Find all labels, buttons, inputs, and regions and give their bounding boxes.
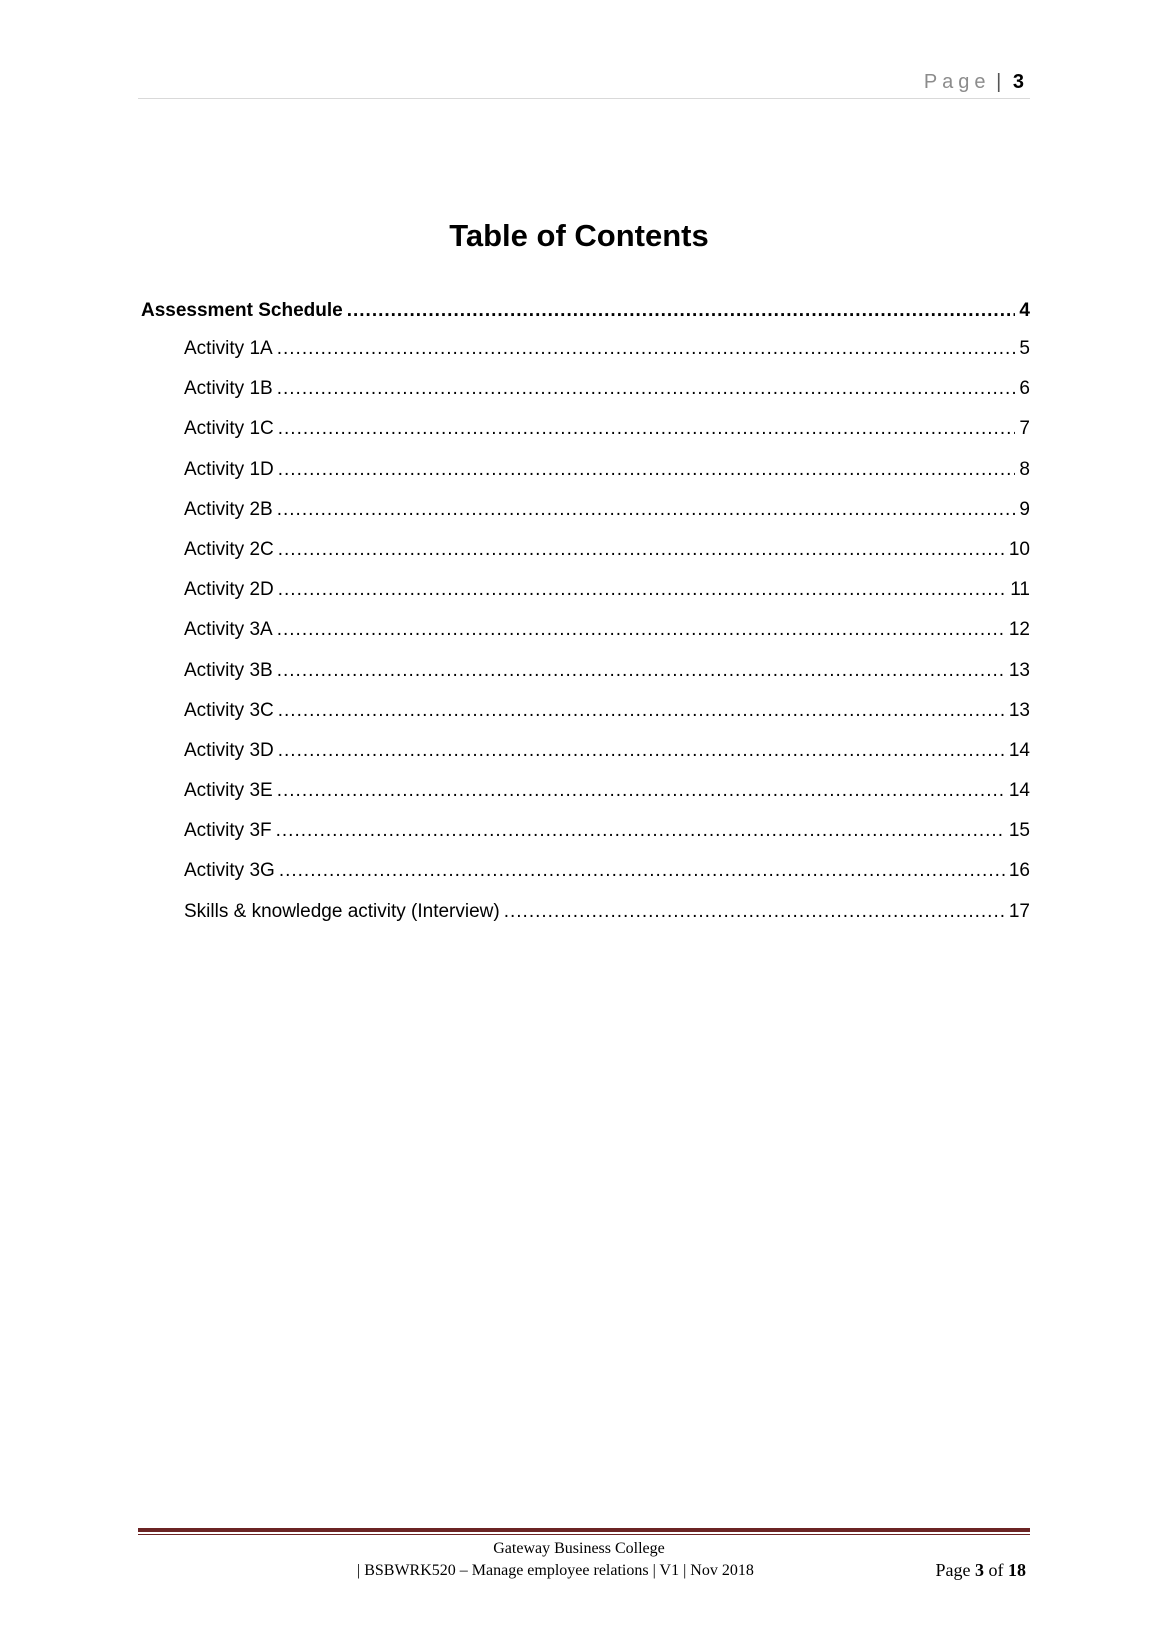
toc-entry-page: 14 bbox=[1008, 780, 1030, 802]
toc-entry-page: 13 bbox=[1008, 659, 1030, 681]
page-header bbox=[138, 66, 1030, 99]
toc-leader-dots bbox=[278, 700, 1005, 722]
toc-entry-label: Assessment Schedule bbox=[141, 300, 343, 321]
toc-leader-dots bbox=[277, 338, 1016, 360]
toc-leader-dots bbox=[277, 660, 1005, 682]
toc-entry-label: Activity 3E bbox=[184, 780, 273, 802]
toc-entry[interactable] bbox=[138, 820, 1030, 860]
toc-entry-page: 14 bbox=[1008, 739, 1030, 761]
toc-entry-page: 11 bbox=[1010, 579, 1030, 601]
footer-page-count bbox=[936, 1560, 1027, 1581]
toc-entry[interactable] bbox=[138, 660, 1030, 700]
toc-entry[interactable] bbox=[138, 740, 1030, 780]
toc-entry-page: 16 bbox=[1008, 860, 1030, 882]
toc-entry-label: Activity 2B bbox=[184, 498, 273, 520]
toc-entry-page: 15 bbox=[1008, 820, 1030, 842]
toc-entry-label: Activity 1A bbox=[184, 338, 273, 359]
toc-leader-dots bbox=[277, 499, 1016, 521]
footer-page-current: 3 bbox=[975, 1560, 984, 1580]
toc-leader-dots bbox=[276, 820, 1005, 842]
toc-entry-label: Activity 3A bbox=[184, 619, 273, 641]
toc-entry[interactable] bbox=[138, 499, 1030, 539]
footer-course: | BSBWRK520 – Manage employee relations | V1 | Nov 2018 bbox=[357, 1562, 754, 1579]
toc-entry-page: 10 bbox=[1008, 538, 1030, 560]
toc-leader-dots bbox=[277, 378, 1016, 400]
toc-entry[interactable] bbox=[138, 539, 1030, 579]
toc-entry-label: Activity 1B bbox=[184, 378, 273, 400]
header-page-word: Page bbox=[923, 71, 991, 93]
toc-entry-page: 12 bbox=[1008, 619, 1030, 641]
toc-entry[interactable] bbox=[138, 378, 1030, 418]
toc-items bbox=[138, 338, 1030, 941]
toc-entry[interactable] bbox=[138, 619, 1030, 659]
header-separator: | bbox=[996, 71, 1002, 93]
toc-entry-label: Activity 3C bbox=[184, 699, 274, 721]
footer-rule-thin bbox=[138, 1534, 1030, 1535]
toc-entry-label: Activity 3B bbox=[184, 659, 273, 681]
toc-leader-dots bbox=[278, 539, 1005, 561]
toc-entry[interactable] bbox=[138, 860, 1030, 900]
toc-entry-label: Activity 3F bbox=[184, 820, 272, 842]
toc-entry-label: Activity 1D bbox=[184, 458, 274, 480]
toc-entry-page: 13 bbox=[1008, 699, 1030, 721]
toc-leader-dots bbox=[278, 459, 1016, 481]
toc-entry[interactable] bbox=[138, 700, 1030, 740]
toc-entry-page: 7 bbox=[1019, 418, 1030, 440]
toc-entry[interactable] bbox=[138, 338, 1030, 378]
toc-entry-label: Activity 3G bbox=[184, 860, 275, 882]
toc-entry-label: Activity 1C bbox=[184, 418, 274, 440]
toc-leader-dots bbox=[347, 300, 1016, 322]
toc-entry-label: Skills & knowledge activity (Interview) bbox=[184, 900, 500, 922]
toc-entry-page: 5 bbox=[1019, 338, 1030, 359]
toc-leader-dots bbox=[278, 740, 1005, 762]
toc-entry[interactable] bbox=[138, 418, 1030, 458]
toc-leader-dots bbox=[277, 619, 1005, 641]
toc-leader-dots bbox=[278, 579, 1007, 601]
footer-rule bbox=[138, 1528, 1030, 1532]
toc-entry-label: Activity 3D bbox=[184, 739, 274, 761]
toc-entry[interactable] bbox=[138, 780, 1030, 820]
toc-leader-dots bbox=[279, 860, 1005, 882]
toc-entry-label: Activity 2D bbox=[184, 579, 274, 601]
toc-entry-page: 17 bbox=[1008, 900, 1030, 922]
toc-entry-page: 8 bbox=[1019, 458, 1030, 480]
toc-leader-dots bbox=[277, 780, 1005, 802]
header-page-number: 3 bbox=[1012, 71, 1024, 93]
toc-entry-page: 6 bbox=[1019, 378, 1030, 400]
toc-entry-assessment-schedule[interactable] bbox=[138, 300, 1030, 338]
toc-leader-dots bbox=[278, 418, 1016, 440]
toc-leader-dots bbox=[504, 901, 1005, 923]
footer-college: Gateway Business College bbox=[493, 1540, 665, 1557]
footer-page-prefix: Page bbox=[935, 1560, 971, 1580]
toc-entry-label: Activity 2C bbox=[184, 538, 274, 560]
toc-entry[interactable] bbox=[138, 579, 1030, 619]
toc-entry[interactable] bbox=[138, 901, 1030, 941]
page-title: Table of Contents bbox=[449, 218, 709, 253]
toc-entry-page: 4 bbox=[1019, 300, 1030, 321]
toc-entry[interactable] bbox=[138, 459, 1030, 499]
toc-entry-page: 9 bbox=[1019, 498, 1030, 520]
table-of-contents bbox=[138, 300, 1030, 941]
footer-page-total: 18 bbox=[1008, 1560, 1026, 1580]
header-page-label bbox=[924, 70, 1024, 94]
footer-page-of: of bbox=[988, 1560, 1004, 1580]
